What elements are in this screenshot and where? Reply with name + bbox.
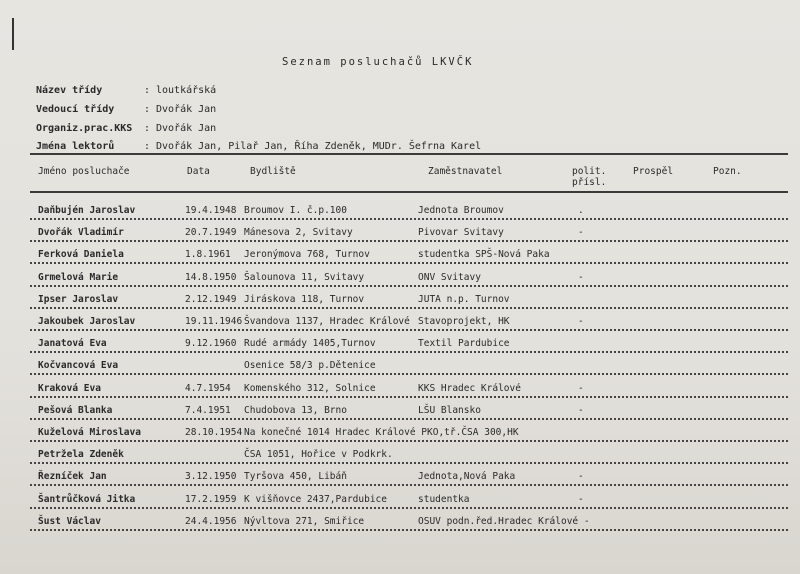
col-header-date: Data: [187, 166, 210, 177]
class-info-label: Organiz.prac.KKS: [36, 123, 133, 134]
class-info-value: Dvořák Jan: [156, 104, 217, 115]
table-cell-address: Švandova 1137, Hradec Králové: [244, 316, 410, 327]
table-cell-date: 1.8.1961: [185, 249, 231, 261]
class-info-value: Dvořák Jan: [156, 123, 217, 134]
table-cell-address: ČSA 1051, Hořice v Podkrk.: [244, 449, 393, 461]
table-cell-name: Ipser Jaroslav: [38, 293, 119, 305]
table-cell-date: 24.4.1956: [185, 515, 237, 527]
table-cell-polit: -: [578, 493, 584, 505]
row-separator: [30, 218, 788, 220]
table-top-rule: [30, 191, 788, 193]
col-header-employer: Zaměstnavatel: [428, 166, 503, 177]
col-header-name: Jméno posluchače: [38, 166, 130, 177]
class-info-label: Název třídy: [36, 85, 103, 96]
table-cell-address: Jiráskova 118, Turnov: [244, 293, 365, 305]
table-cell-date: 2.12.1949: [185, 293, 237, 305]
col-header-note: Pozn.: [713, 166, 742, 177]
table-cell-name: Jakoubek Jaroslav: [38, 316, 136, 327]
table-cell-name: Šust Václav: [38, 515, 101, 527]
class-info-value: Dvořák Jan, Pilař Jan, Říha Zdeněk, MUDr. Šefrna Karel: [156, 141, 482, 152]
table-cell-polit: -: [578, 404, 584, 416]
table-cell-name: Grmelová Marie: [38, 271, 119, 283]
table-cell-employer: Textil Pardubice: [418, 338, 510, 350]
table-cell-name: Janatová Eva: [38, 338, 107, 350]
class-info-label: Jména lektorů: [36, 141, 115, 152]
table-cell-address: K višňovce 2437,Pardubice: [244, 493, 387, 505]
row-separator: [30, 396, 788, 398]
table-cell-date: 14.8.1950: [185, 271, 237, 283]
table-cell-address: Šalounova 11, Svitavy: [244, 271, 365, 283]
row-separator: [30, 440, 788, 442]
table-cell-address: Rudé armády 1405,Turnov: [244, 338, 376, 350]
table-cell-polit: -: [578, 316, 584, 327]
table-cell-polit: -: [578, 471, 584, 483]
table-cell-employer: studentka SPŠ-Nová Paka: [418, 249, 550, 261]
table-cell-address: Mánesova 2, Svitavy: [244, 227, 353, 239]
col-header-result: Prospěl: [633, 166, 674, 177]
table-cell-polit: -: [578, 271, 584, 283]
table-cell-date: 4.7.1954: [185, 382, 231, 394]
class-info-colon: :: [144, 104, 151, 115]
table-cell-address: Broumov I. č.p.100: [244, 205, 347, 216]
table-cell-date: 20.7.1949: [185, 227, 237, 239]
class-info-row: [36, 123, 216, 134]
class-info-row: [36, 141, 481, 152]
table-cell-date: 28.10.1954: [185, 427, 243, 438]
table-cell-name: Petržela Zdeněk: [38, 449, 124, 461]
row-separator: [30, 462, 788, 464]
table-cell-employer: LŠU Blansko: [418, 404, 481, 416]
table-cell-employer: Pivovar Svitavy: [418, 227, 504, 239]
table-cell-employer: studentka: [418, 493, 470, 505]
table-cell-address: Chudobova 13, Brno: [244, 404, 347, 416]
table-cell-address: Jeronýmova 768, Turnov: [244, 249, 370, 261]
table-cell-date: 19.4.1948: [185, 205, 237, 216]
table-cell-name: Pešová Blanka: [38, 404, 113, 416]
row-separator: [30, 285, 788, 287]
margin-mark: [12, 18, 14, 50]
header-rule: [30, 153, 788, 155]
table-cell-employer: OSUV podn.řed.Hradec Králové -: [418, 515, 590, 527]
table-cell-name: Daňbujén Jaroslav: [38, 205, 136, 216]
table-cell-employer: Jednota,Nová Paka: [418, 471, 516, 483]
table-cell-date: 7.4.1951: [185, 404, 231, 416]
row-separator: [30, 507, 788, 509]
row-separator: [30, 418, 788, 420]
row-separator: [30, 351, 788, 353]
table-cell-date: 9.12.1960: [185, 338, 237, 350]
row-separator: [30, 262, 788, 264]
table-cell-name: Kočvancová Eva: [38, 360, 119, 372]
table-cell-polit: .: [578, 205, 584, 216]
class-info-value: loutkářská: [156, 85, 217, 96]
table-cell-employer: KKS Hradec Králové: [418, 382, 521, 394]
table-cell-name: Šantrůčková Jitka: [38, 493, 136, 505]
row-separator: [30, 373, 788, 375]
document-title: Seznam posluchačů LKVČK: [282, 56, 474, 68]
table-cell-date: 3.12.1950: [185, 471, 237, 483]
row-separator: [30, 484, 788, 486]
table-cell-employer: Jednota Broumov: [418, 205, 504, 216]
col-header-address: Bydliště: [250, 166, 296, 177]
row-separator: [30, 307, 788, 309]
table-cell-address: Komenského 312, Solnice: [244, 382, 376, 394]
table-cell-employer: Stavoprojekt, HK: [418, 316, 510, 327]
table-cell-address: Nývltova 271, Smiřice: [244, 515, 365, 527]
table-cell-employer: JUTA n.p. Turnov: [418, 293, 510, 305]
table-cell-address: Osenice 58/3 p.Dětenice: [244, 360, 376, 372]
table-cell-date: 19.11.1946: [185, 316, 243, 327]
table-cell-address: Na konečné 1014 Hradec Králové PKO,tř.ČSA 300,HK: [244, 427, 519, 438]
table-cell-name: Kraková Eva: [38, 382, 101, 394]
class-info-colon: :: [144, 123, 151, 134]
table-cell-polit: -: [578, 227, 584, 239]
class-info-colon: :: [144, 141, 151, 152]
table-cell-date: 17.2.1959: [185, 493, 237, 505]
table-cell-name: Ferková Daniela: [38, 249, 124, 261]
row-separator: [30, 240, 788, 242]
col-header-polit: polit. přísl.: [572, 166, 607, 188]
table-cell-polit: -: [578, 382, 584, 394]
table-cell-name: Kuželová Miroslava: [38, 427, 141, 438]
class-info-row: [36, 104, 216, 115]
class-info-row: [36, 85, 216, 96]
table-cell-address: Tyršova 450, Libáň: [244, 471, 347, 483]
row-separator: [30, 529, 788, 531]
row-separator: [30, 329, 788, 331]
class-info-label: Vedoucí třídy: [36, 104, 115, 115]
table-cell-employer: ONV Svitavy: [418, 271, 481, 283]
table-cell-name: Řezníček Jan: [38, 471, 107, 483]
table-cell-name: Dvořák Vladimír: [38, 227, 124, 239]
class-info-colon: :: [144, 85, 151, 96]
